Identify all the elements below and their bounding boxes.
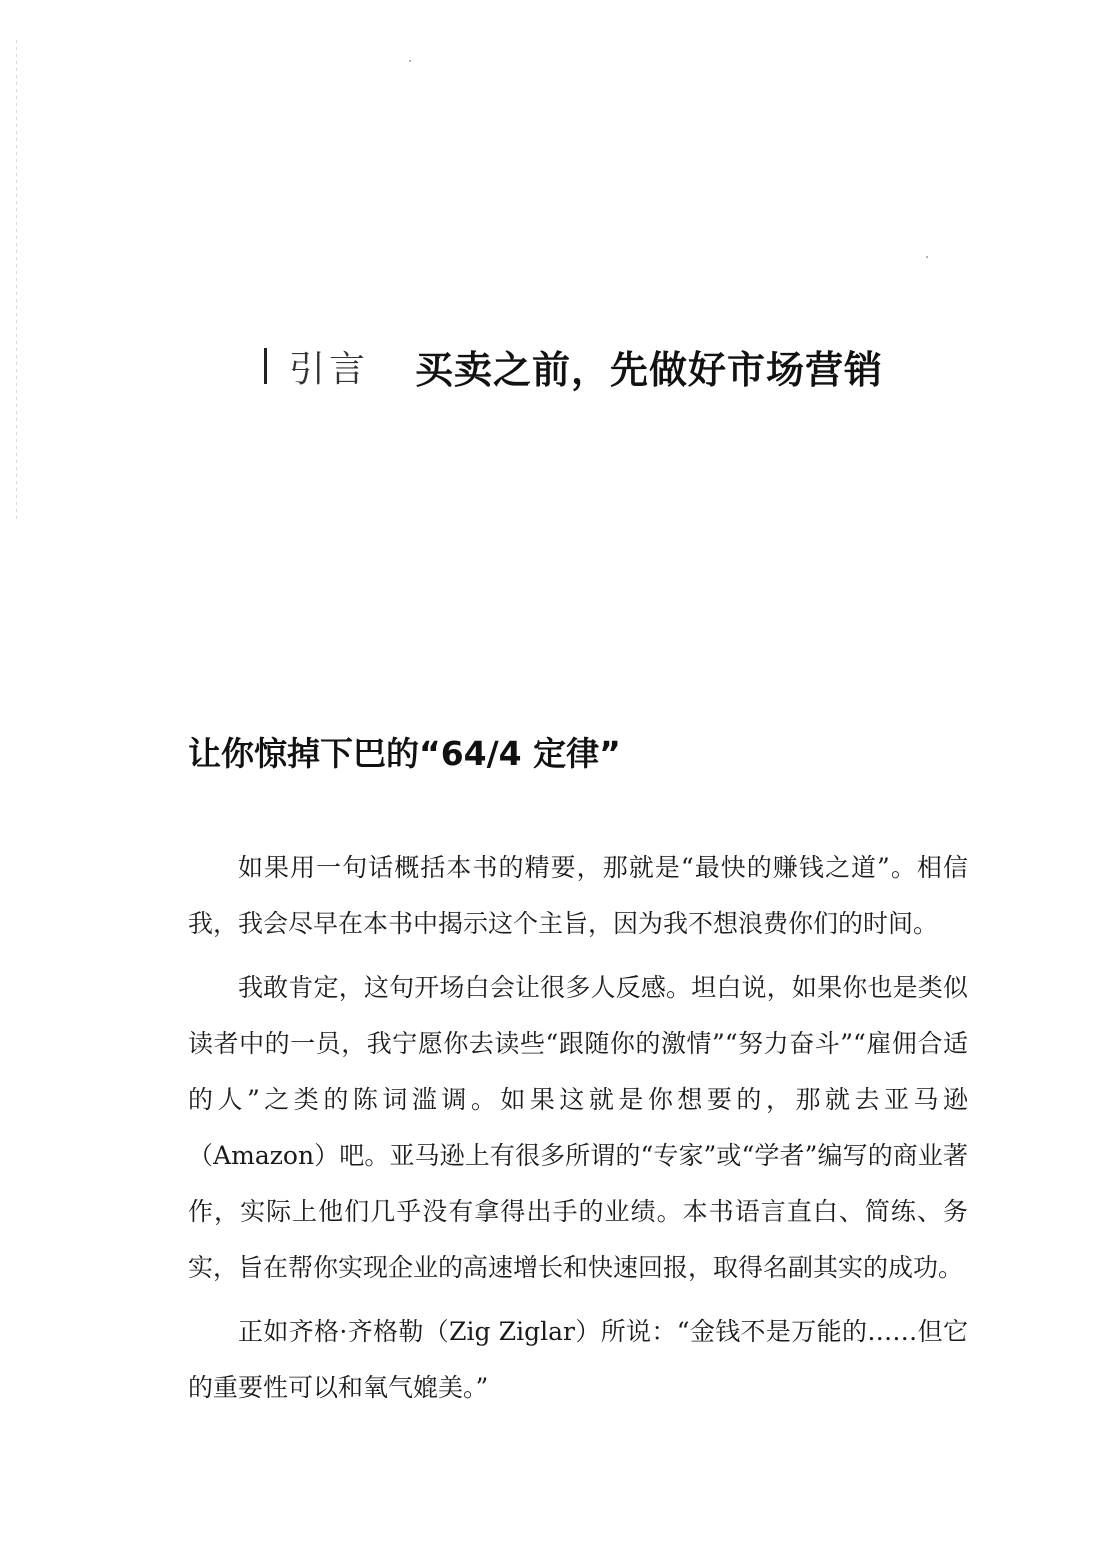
paragraph: 我敢肯定，这句开场白会让很多人反感。坦白说，如果你也是类似读者中的一员，我宁愿你去读些“跟随你的激情”“努力奋斗”“雇佣合适的人”之类的陈词滥调。如果这就是你想要的，那就去亚马逊（Amazon）吧。亚马逊上有很多所谓的“专家”或“学者”编写的商业著作，实际上他们几乎没有拿得出手的业绩。本书语言直白、简练、务实，旨在帮你实现企业的高速增长和快速回报，取得名副其实的成功。 xyxy=(188,973,968,1282)
chapter-label: 引言 xyxy=(289,348,370,390)
scan-speck xyxy=(926,256,928,258)
body-text xyxy=(188,840,968,1424)
chapter-bar-divider xyxy=(264,348,267,384)
scan-speck xyxy=(409,60,411,62)
chapter-title: 买卖之前，先做好市场营销 xyxy=(415,347,884,392)
paragraph: 正如齐格·齐格勒（Zig Ziglar）所说：“金钱不是万能的……但它的重要性可以和氧气媲美。” xyxy=(188,1317,968,1402)
paragraph: 如果用一句话概括本书的精要，那就是“最快的赚钱之道”。相信我，我会尽早在本书中揭示这个主旨，因为我不想浪费你们的时间。 xyxy=(188,853,968,938)
scan-edge-mark xyxy=(16,40,17,520)
chapter-heading xyxy=(264,338,1044,394)
section-title: 让你惊掉下巴的“64/4 定律” xyxy=(188,734,621,773)
